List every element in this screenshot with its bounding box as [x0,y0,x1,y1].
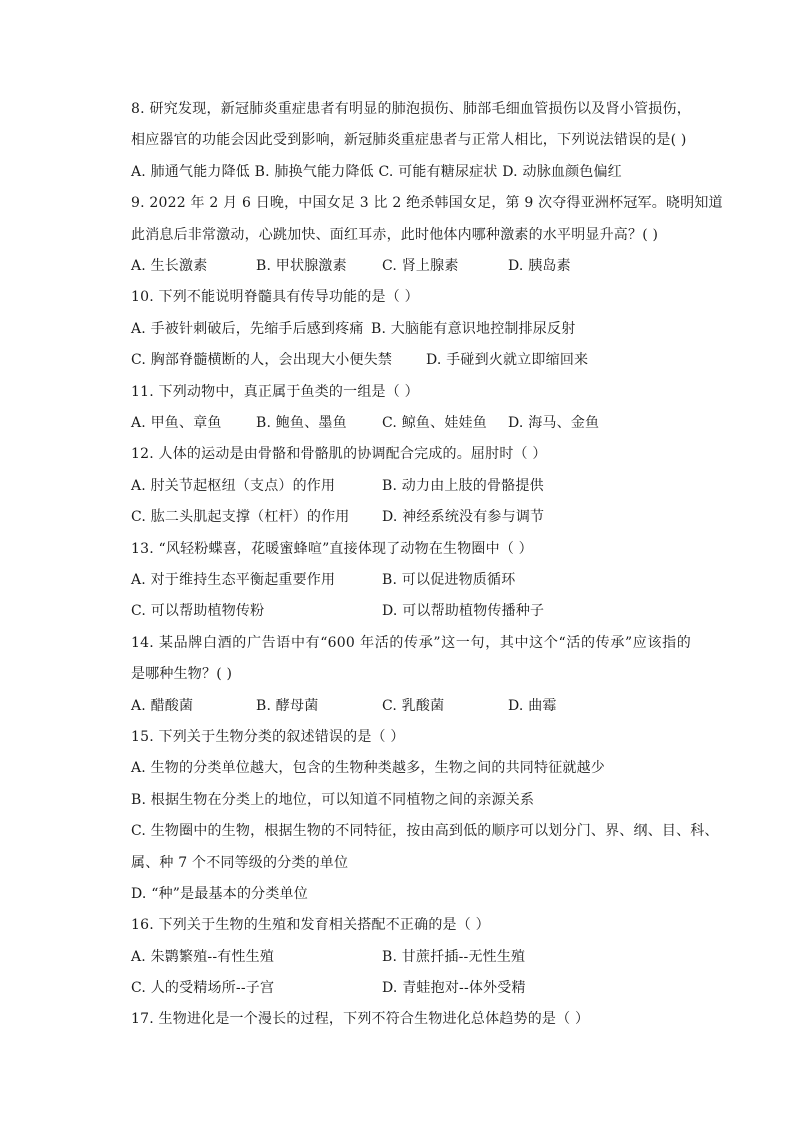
option-a: A. 对于维持生态平衡起重要作用 [131,572,336,588]
option-c: C. 肾上腺素 [382,258,459,274]
option-a: A. 生长激素 [131,258,208,274]
question-8-stem-line-1: 8. 研究发现，新冠肺炎重症患者有明显的肺泡损伤、肺部毛细血管损伤以及肾小管损伤， [131,101,691,117]
question-11-stem: 11. 下列动物中，真正属于鱼类的一组是（ ） [131,384,419,400]
option-b: B. 可以促进物质循环 [382,572,516,588]
question-8-options: A. 肺通气能力降低 B. 肺换气能力降低 C. 可能有糖尿症状 D. 动脉血颜色偏红 [131,164,622,180]
option-c: C. 人的受精场所--子宫 [131,980,275,996]
option-c: C. 胸部脊髓横断的人，会出现大小便失禁 [131,352,393,368]
option-d: D. 青蛙抱对--体外受精 [382,980,526,996]
option-b: B. 动力由上肢的骨骼提供 [382,478,544,494]
option-a: A. 手被针刺破后，先缩手后感到疼痛 [131,321,364,337]
option-a: A. 甲鱼、章鱼 [131,415,222,431]
question-9-stem-line-1: 9. 2022 年 2 月 6 日晚，中国女足 3 比 2 绝杀韩国女足，第 9 次夺得亚洲杯冠军。晓明知道 [131,195,723,211]
question-9-stem-line-2: 此消息后非常激动，心跳加快、面红耳赤，此时他体内哪种激素的水平明显升高？( ) [131,227,659,243]
question-8-stem-line-2: 相应器官的功能会因此受到影响，新冠肺炎重症患者与正常人相比，下列说法错误的是( ) [131,132,687,148]
option-b: B. 甘蔗扦插--无性生殖 [382,949,526,965]
question-14-stem-line-2: 是哪种生物？( ) [131,666,233,682]
question-15-option-c-line-1: C. 生物圈中的生物，根据生物的不同特征，按由高到低的顺序可以划分门、界、纲、目、科、 [131,823,719,839]
question-12-stem: 12. 人体的运动是由骨骼和骨骼肌的协调配合完成的。屈肘时（ ） [131,446,547,462]
question-15-option-a: A. 生物的分类单位越大，包含的生物种类越多，生物之间的共同特征就越少 [131,760,606,776]
option-b: B. 酵母菌 [256,698,319,714]
option-c: C. 肱二头肌起支撑（杠杆）的作用 [131,509,350,525]
option-a: A. 醋酸菌 [131,698,194,714]
option-a: A. 肘关节起枢纽（支点）的作用 [131,478,336,494]
question-15-stem: 15. 下列关于生物分类的叙述错误的是（ ） [131,729,405,745]
option-c: C. 乳酸菌 [382,698,445,714]
option-c: C. 可以帮助植物传粉 [131,603,265,619]
option-d: D. 手碰到火就立即缩回来 [426,352,589,368]
question-16-stem: 16. 下列关于生物的生殖和发育相关搭配不正确的是（ ） [131,917,490,933]
question-13-stem: 13. “风轻粉蝶喜，花暖蜜蜂喧”直接体现了动物在生物圈中（ ） [131,541,533,557]
question-15-option-c-line-2: 属、种 7 个不同等级的分类的单位 [131,855,349,871]
question-15-option-b: B. 根据生物在分类上的地位，可以知道不同植物之间的亲源关系 [131,792,535,808]
question-10-stem: 10. 下列不能说明脊髓具有传导功能的是（ ） [131,289,419,305]
option-d: D. 可以帮助植物传播种子 [382,603,545,619]
option-b: B. 大脑能有意识地控制排尿反射 [371,321,576,337]
option-d: D. 神经系统没有参与调节 [382,509,545,525]
question-14-stem-line-1: 14. 某品牌白酒的广告语中有“600 年活的传承”这一句，其中这个“活的传承”应该指的 [131,635,691,651]
option-a: A. 朱鹮繁殖--有性生殖 [131,949,275,965]
question-15-option-d: D. “种”是最基本的分类单位 [131,886,308,902]
option-d: D. 海马、金鱼 [508,415,600,431]
option-c: C. 鲸鱼、娃娃鱼 [382,415,487,431]
option-b: B. 甲状腺激素 [256,258,347,274]
option-d: D. 曲霉 [508,698,557,714]
option-d: D. 胰岛素 [508,258,571,274]
option-b: B. 鲍鱼、墨鱼 [256,415,347,431]
question-17-stem: 17. 生物进化是一个漫长的过程，下列不符合生物进化总体趋势的是（ ） [131,1011,590,1027]
